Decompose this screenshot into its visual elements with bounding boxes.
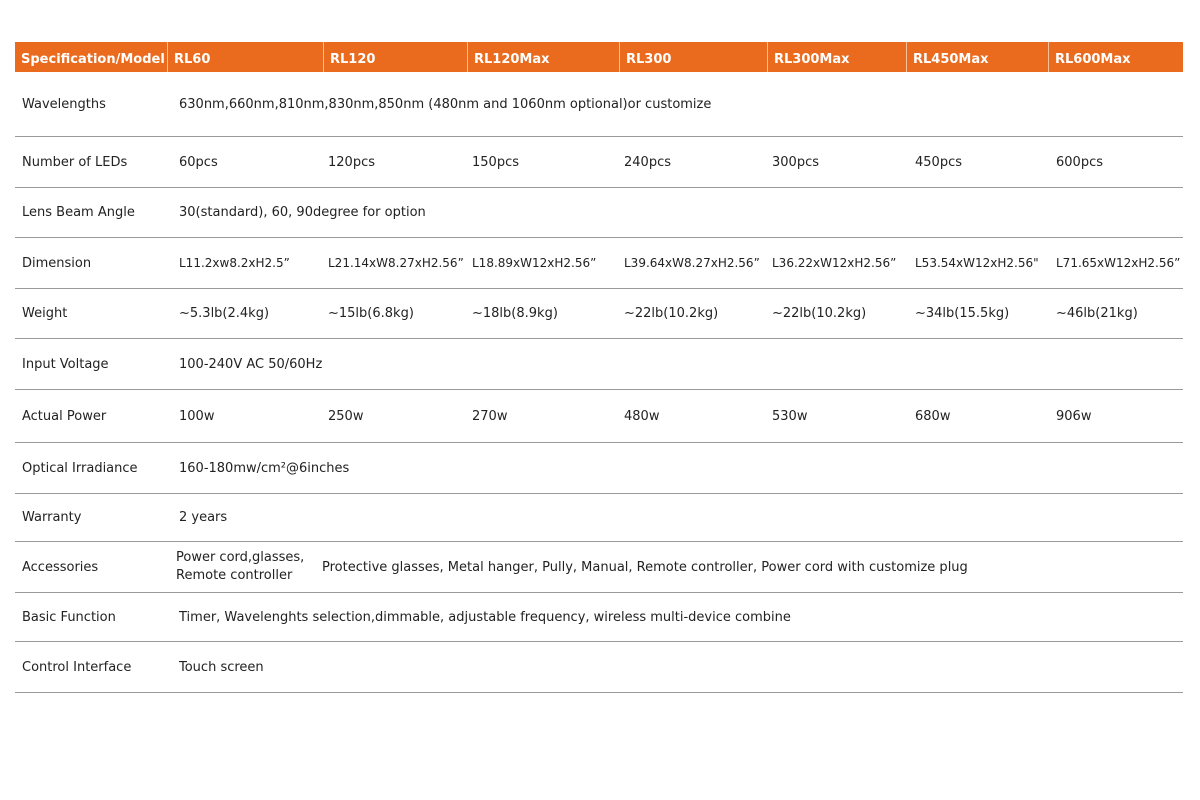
row-cell-rl300: 480w — [624, 408, 660, 424]
row-value: 160-180mw/cm²@6inches — [179, 460, 350, 476]
row-value: 100-240V AC 50/60Hz — [179, 356, 323, 372]
row-cell-rl120max: 270w — [472, 408, 508, 424]
row-weight — [15, 289, 1183, 339]
row-label: Optical Irradiance — [22, 460, 138, 476]
row-value: 2 years — [179, 510, 228, 525]
row-cell-rl600max: 906w — [1056, 408, 1092, 424]
header-cell-rl300max: RL300Max — [767, 42, 906, 72]
row-label: Wavelengths — [22, 96, 106, 112]
row-value: 30(standard), 60, 90degree for option — [179, 205, 426, 220]
row-cell-rl60: 60pcs — [179, 154, 218, 170]
row-label: Basic Function — [22, 609, 116, 625]
row-input-voltage — [15, 339, 1183, 390]
row-cell-rl300: 240pcs — [624, 154, 671, 170]
row-label: Warranty — [22, 510, 82, 525]
row-optical-irradiance — [15, 443, 1183, 494]
row-label: Weight — [22, 306, 68, 321]
row-cell-rl60: ~5.3lb(2.4kg) — [179, 306, 270, 321]
row-cell-rl120: 250w — [328, 408, 364, 424]
spec-table — [15, 42, 1183, 693]
row-cell-rl300: ~22lb(10.2kg) — [624, 306, 719, 321]
row-cell-rl120max: ~18lb(8.9kg) — [472, 306, 558, 321]
row-cell-rl120: ~15lb(6.8kg) — [328, 306, 414, 321]
row-warranty — [15, 494, 1183, 542]
row-label: Number of LEDs — [22, 154, 128, 170]
header-cell-rl450max: RL450Max — [906, 42, 1048, 72]
header-cell-rl600max: RL600Max — [1048, 42, 1183, 72]
row-label: Actual Power — [22, 408, 107, 424]
row-label: Input Voltage — [22, 356, 109, 372]
row-cell-rl600max: ~46lb(21kg) — [1056, 306, 1138, 321]
row-label: Dimension — [22, 255, 92, 271]
row-basic-function — [15, 593, 1183, 642]
row-label: Accessories — [22, 559, 99, 575]
row-cell-rl300max: 530w — [772, 408, 808, 424]
row-actual-power — [15, 390, 1183, 443]
row-cell-rl600max: 600pcs — [1056, 154, 1103, 170]
row-cell-rl60: Power cord,glasses, Remote controller — [176, 550, 305, 583]
row-cell-rl600max: L71.65xW12xH2.56” — [1056, 256, 1181, 270]
row-cell-rl450max: L53.54xW12xH2.56" — [915, 256, 1039, 270]
row-number-of-leds — [15, 137, 1183, 188]
row-wavelengths — [15, 72, 1183, 137]
row-cell-rl450max: ~34lb(15.5kg) — [915, 306, 1010, 321]
row-cell-rl300max: L36.22xW12xH2.56” — [772, 256, 897, 270]
row-cell-rl120max: L18.89xW12xH2.56” — [472, 256, 597, 270]
row-dimension — [15, 238, 1183, 289]
row-cell-rl120: 120pcs — [328, 154, 375, 170]
row-cell-rl300: L39.64xW8.27xH2.56” — [624, 256, 760, 270]
row-value: Protective glasses, Metal hanger, Pully, Manual, Remote controller, Power cord with customize plug — [322, 559, 968, 575]
row-cell-rl60: 100w — [179, 408, 215, 424]
row-lens-beam-angle — [15, 188, 1183, 238]
row-cell-rl120: L21.14xW8.27xH2.56” — [328, 256, 464, 270]
row-value: Touch screen — [179, 659, 264, 675]
row-accessories — [15, 542, 1183, 593]
header-cell-rl120max: RL120Max — [467, 42, 619, 72]
row-cell-rl450max: 680w — [915, 408, 951, 424]
row-cell-rl450max: 450pcs — [915, 154, 962, 170]
row-value: 630nm,660nm,810nm,830nm,850nm (480nm and 1060nm optional)or customize — [179, 96, 712, 112]
row-value: Timer, Wavelenghts selection,dimmable, adjustable frequency, wireless multi-device combine — [179, 609, 791, 625]
header-cell-rl60: RL60 — [167, 42, 323, 72]
row-label: Control Interface — [22, 659, 132, 675]
row-label: Lens Beam Angle — [22, 205, 135, 220]
header-cell-rl300: RL300 — [619, 42, 767, 72]
row-control-interface — [15, 642, 1183, 693]
table-header — [15, 42, 1183, 72]
row-cell-rl120max: 150pcs — [472, 154, 519, 170]
row-cell-rl300max: ~22lb(10.2kg) — [772, 306, 867, 321]
row-cell-rl60: L11.2xw8.2xH2.5” — [179, 256, 290, 270]
header-cell-rl120: RL120 — [323, 42, 467, 72]
header-cell-specification: Specification/Model — [21, 52, 165, 67]
row-cell-rl300max: 300pcs — [772, 154, 819, 170]
